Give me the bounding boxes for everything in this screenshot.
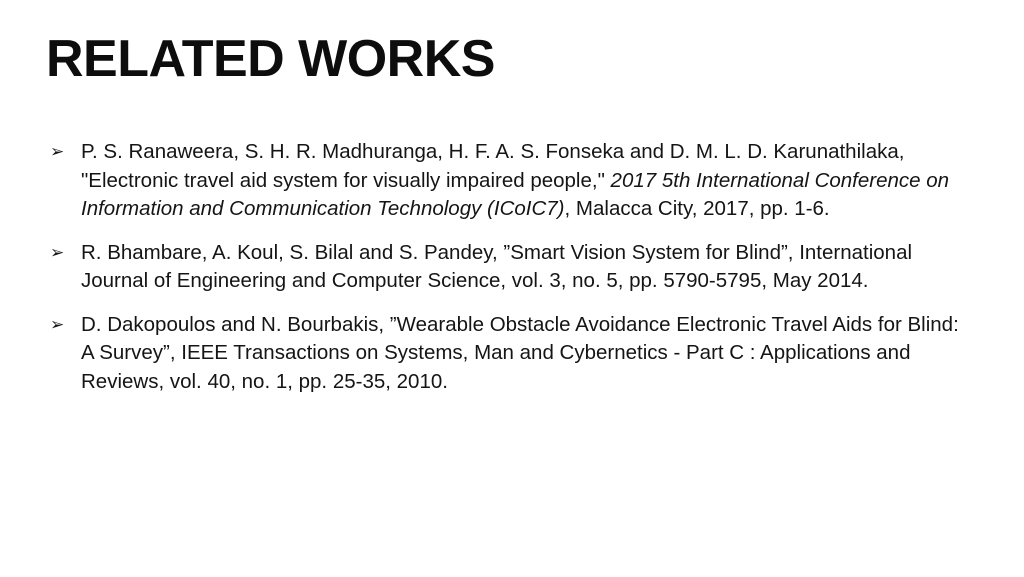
reference-list xyxy=(50,138,970,411)
arrow-bullet-icon: ➢ xyxy=(50,242,65,262)
arrow-bullet-icon: ➢ xyxy=(50,314,65,334)
slide-title: RELATED WORKS xyxy=(46,30,495,88)
reference-text: P. S. Ranaweera, S. H. R. Madhuranga, H. F. A. S. Fonseka and D. M. L. D. Karunathilaka, "Electronic travel aid system for visually impaired people," xyxy=(81,140,905,192)
reference-item xyxy=(50,138,970,224)
reference-text: D. Dakopoulos and N. Bourbakis, ”Wearable Obstacle Avoidance Electronic Travel Aids for Blind: A Survey”, IEEE Transactions on Systems, Man and Cybernetics - Part C : Applications and Reviews, vol. 40, no. 1, pp. 25-35, 2010. xyxy=(81,312,959,393)
reference-text: R. Bhambare, A. Koul, S. Bilal and S. Pandey, ”Smart Vision System for Blind”, International Journal of Engineering and Computer Science, vol. 3, no. 5, pp. 5790-5795, May 2014. xyxy=(81,240,913,292)
reference-item xyxy=(50,311,970,397)
reference-venue: 2017 5th International Conference on Information and Communication Technology (ICoIC7) xyxy=(81,168,950,220)
reference-item xyxy=(50,239,970,296)
reference-details: , Malacca City, 2017, pp. 1-6. xyxy=(564,197,830,220)
arrow-bullet-icon: ➢ xyxy=(50,142,65,161)
